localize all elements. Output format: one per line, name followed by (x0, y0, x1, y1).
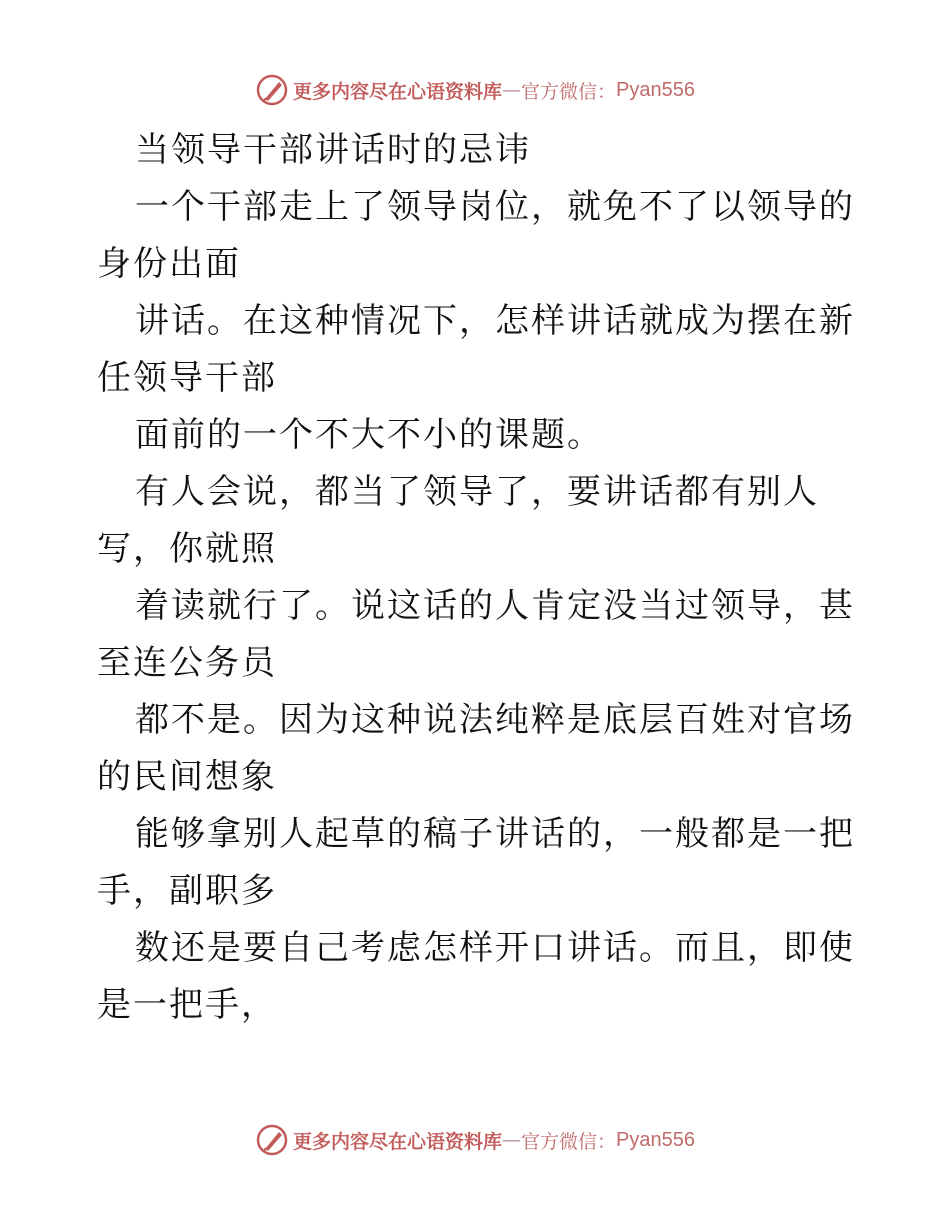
watermark-label: 官方微信： (521, 1130, 617, 1153)
paragraph: 数还是要自己考虑怎样开口讲话。而且，即使是一把手， (97, 928, 855, 1025)
document-body (97, 122, 857, 1034)
watermark-id: Pyan556 (616, 1128, 695, 1151)
watermark-brand: 更多内容尽在心语资料库 (293, 1130, 503, 1153)
watermark-brand: 更多内容尽在心语资料库 (293, 80, 503, 103)
paragraph: 讲话。在这种情况下，怎样讲话就成为摆在新任领导干部 (97, 301, 855, 398)
paragraph: 都不是。因为这种说法纯粹是底层百姓对官场的民间想象 (97, 700, 855, 797)
quill-pen-logo-icon (255, 73, 289, 107)
header-watermark (0, 70, 950, 110)
watermark-label: 官方微信： (521, 80, 617, 103)
paragraph: 能够拿别人起草的稿子讲话的，一般都是一把手，副职多 (97, 814, 855, 911)
paragraph: 有人会说，都当了领导了，要讲话都有别人写，你就照 (97, 472, 819, 569)
footer-watermark (0, 1120, 950, 1160)
paragraph: 着读就行了。说这话的人肯定没当过领导，甚至连公务员 (97, 586, 855, 683)
watermark-separator: — (502, 79, 522, 101)
quill-pen-logo-icon (255, 1123, 289, 1157)
document-title: 当领导干部讲话时的忌讳 (135, 130, 531, 170)
paragraph: 面前的一个不大不小的课题。 (135, 415, 603, 455)
watermark-id: Pyan556 (616, 78, 695, 101)
paragraph: 一个干部走上了领导岗位，就免不了以领导的身份出面 (97, 187, 855, 284)
watermark-separator: — (502, 1129, 522, 1151)
